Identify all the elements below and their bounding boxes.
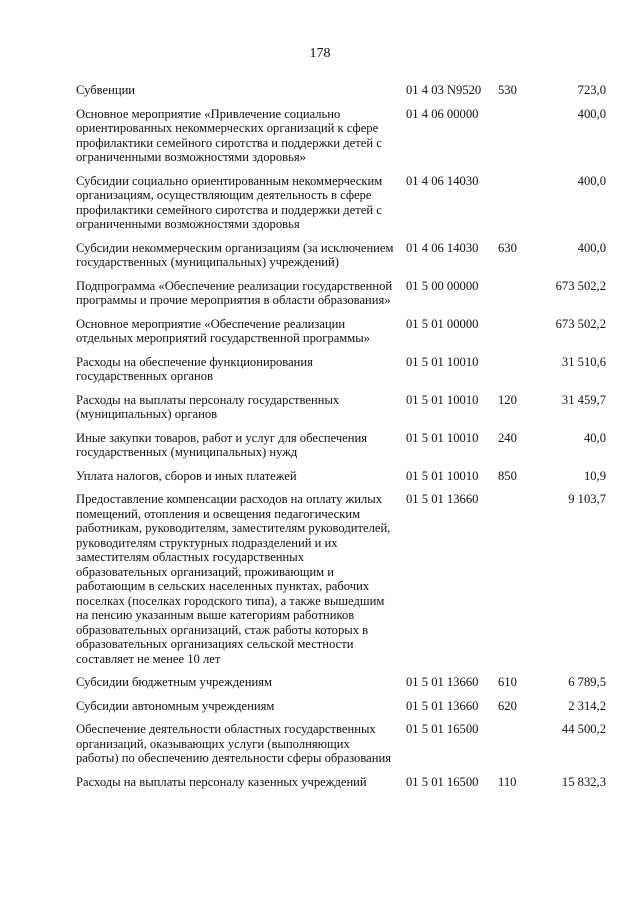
row-name: Субсидии социально ориентированным некоммерческим организациям, осуществляющим деятельность в сфере профилактики семейного сиротства и поддержки детей с ограниченными возможностями здоровья bbox=[76, 173, 383, 231]
row-amount: 31 459,7 bbox=[561, 392, 606, 407]
table-row bbox=[76, 699, 606, 714]
row-code: 01 5 01 00000 bbox=[406, 316, 479, 331]
row-type: 630 bbox=[498, 240, 517, 255]
table-row bbox=[76, 675, 606, 690]
table-row bbox=[76, 393, 606, 422]
row-name: Основное мероприятие «Привлечение социально ориентированных некоммерческих организаций к сфере профилактики семейного сиротства и поддержки детей с ограниченными возможностями здоровья» bbox=[76, 106, 382, 164]
row-name: Подпрограмма «Обеспечение реализации государственной программы и прочие мероприятия в области образования» bbox=[76, 278, 393, 307]
row-code: 01 4 06 14030 bbox=[406, 173, 479, 188]
table-row bbox=[76, 431, 606, 460]
row-amount: 10,9 bbox=[583, 468, 606, 483]
row-type: 110 bbox=[498, 774, 517, 789]
row-name: Предоставление компенсации расходов на оплату жилых помещений, отопления и освещения педагогическим работникам, руководителям, заместителям руководителей, руководителям структурных подразделений и их заместителям областных государственных образовательных организаций, проживающим и работающим в сельских населенных пунктах, рабочих поселках (поселках городского типа), а также вышедшим на пенсию указанным выше категориям работников образовательных организаций, стаж работы которых в образовательных организациях сельской местности составляет не менее 10 лет bbox=[76, 492, 391, 666]
row-code: 01 5 01 10010 bbox=[406, 468, 479, 483]
row-code: 01 5 01 13660 bbox=[406, 492, 479, 506]
table-row bbox=[76, 317, 606, 346]
row-amount: 673 502,2 bbox=[555, 316, 606, 331]
row-code: 01 5 01 16500 bbox=[406, 722, 479, 736]
row-type: 610 bbox=[498, 675, 517, 689]
row-amount: 9 103,7 bbox=[568, 492, 606, 506]
row-amount: 2 314,2 bbox=[568, 698, 606, 713]
row-name: Обеспечение деятельности областных государственных организаций, оказывающих услуги (выполняющих работы) по обеспечению деятельности сферы образования bbox=[76, 722, 391, 765]
budget-table bbox=[76, 83, 606, 798]
row-name: Уплата налогов, сборов и иных платежей bbox=[76, 468, 297, 483]
table-row bbox=[76, 469, 606, 484]
row-code: 01 4 06 00000 bbox=[406, 106, 479, 121]
row-code: 01 5 01 10010 bbox=[406, 430, 479, 445]
row-name: Иные закупки товаров, работ и услуг для обеспечения государственных (муниципальных) нужд bbox=[76, 430, 368, 459]
row-amount: 40,0 bbox=[583, 430, 606, 445]
table-row bbox=[76, 355, 606, 384]
table-row bbox=[76, 492, 606, 666]
row-code: 01 5 01 10010 bbox=[406, 392, 479, 407]
row-name: Расходы на обеспечение функционирования государственных органов bbox=[76, 354, 313, 383]
row-amount: 31 510,6 bbox=[561, 354, 606, 369]
table-row bbox=[76, 107, 606, 165]
row-amount: 6 789,5 bbox=[568, 675, 606, 689]
row-type: 530 bbox=[498, 83, 517, 97]
table-row bbox=[76, 241, 606, 270]
row-amount: 44 500,2 bbox=[561, 722, 606, 736]
row-amount: 400,0 bbox=[577, 173, 606, 188]
row-name: Субсидии бюджетным учреждениям bbox=[76, 675, 272, 689]
table-row bbox=[76, 722, 606, 766]
row-amount: 15 832,3 bbox=[561, 774, 606, 789]
row-type: 850 bbox=[498, 468, 517, 483]
row-name: Субвенции bbox=[76, 83, 136, 97]
row-code: 01 4 03 N9520 bbox=[406, 83, 482, 97]
row-type: 120 bbox=[498, 392, 517, 407]
row-code: 01 5 01 13660 bbox=[406, 675, 479, 689]
row-name: Субсидии автономным учреждениям bbox=[76, 698, 275, 713]
row-type: 620 bbox=[498, 698, 517, 713]
row-amount: 400,0 bbox=[577, 240, 606, 255]
table-row bbox=[76, 775, 606, 790]
row-name: Расходы на выплаты персоналу государственных (муниципальных) органов bbox=[76, 392, 340, 421]
row-amount: 673 502,2 bbox=[555, 278, 606, 293]
row-amount: 723,0 bbox=[577, 83, 606, 97]
table-row bbox=[76, 279, 606, 308]
row-name: Основное мероприятие «Обеспечение реализации отдельных мероприятий государственной программы» bbox=[76, 316, 370, 345]
row-type: 240 bbox=[498, 430, 517, 445]
row-name: Расходы на выплаты персоналу казенных учреждений bbox=[76, 774, 367, 789]
row-code: 01 5 01 13660 bbox=[406, 698, 479, 713]
table-row bbox=[76, 174, 606, 232]
row-code: 01 5 01 16500 bbox=[406, 774, 479, 789]
row-code: 01 4 06 14030 bbox=[406, 240, 479, 255]
table-row bbox=[76, 83, 606, 98]
page-number: 178 bbox=[309, 46, 331, 61]
row-code: 01 5 00 00000 bbox=[406, 278, 479, 293]
row-amount: 400,0 bbox=[577, 106, 606, 121]
row-name: Субсидии некоммерческим организациям (за исключением государственных (муниципальных) учреждений) bbox=[76, 240, 394, 269]
row-code: 01 5 01 10010 bbox=[406, 354, 479, 369]
